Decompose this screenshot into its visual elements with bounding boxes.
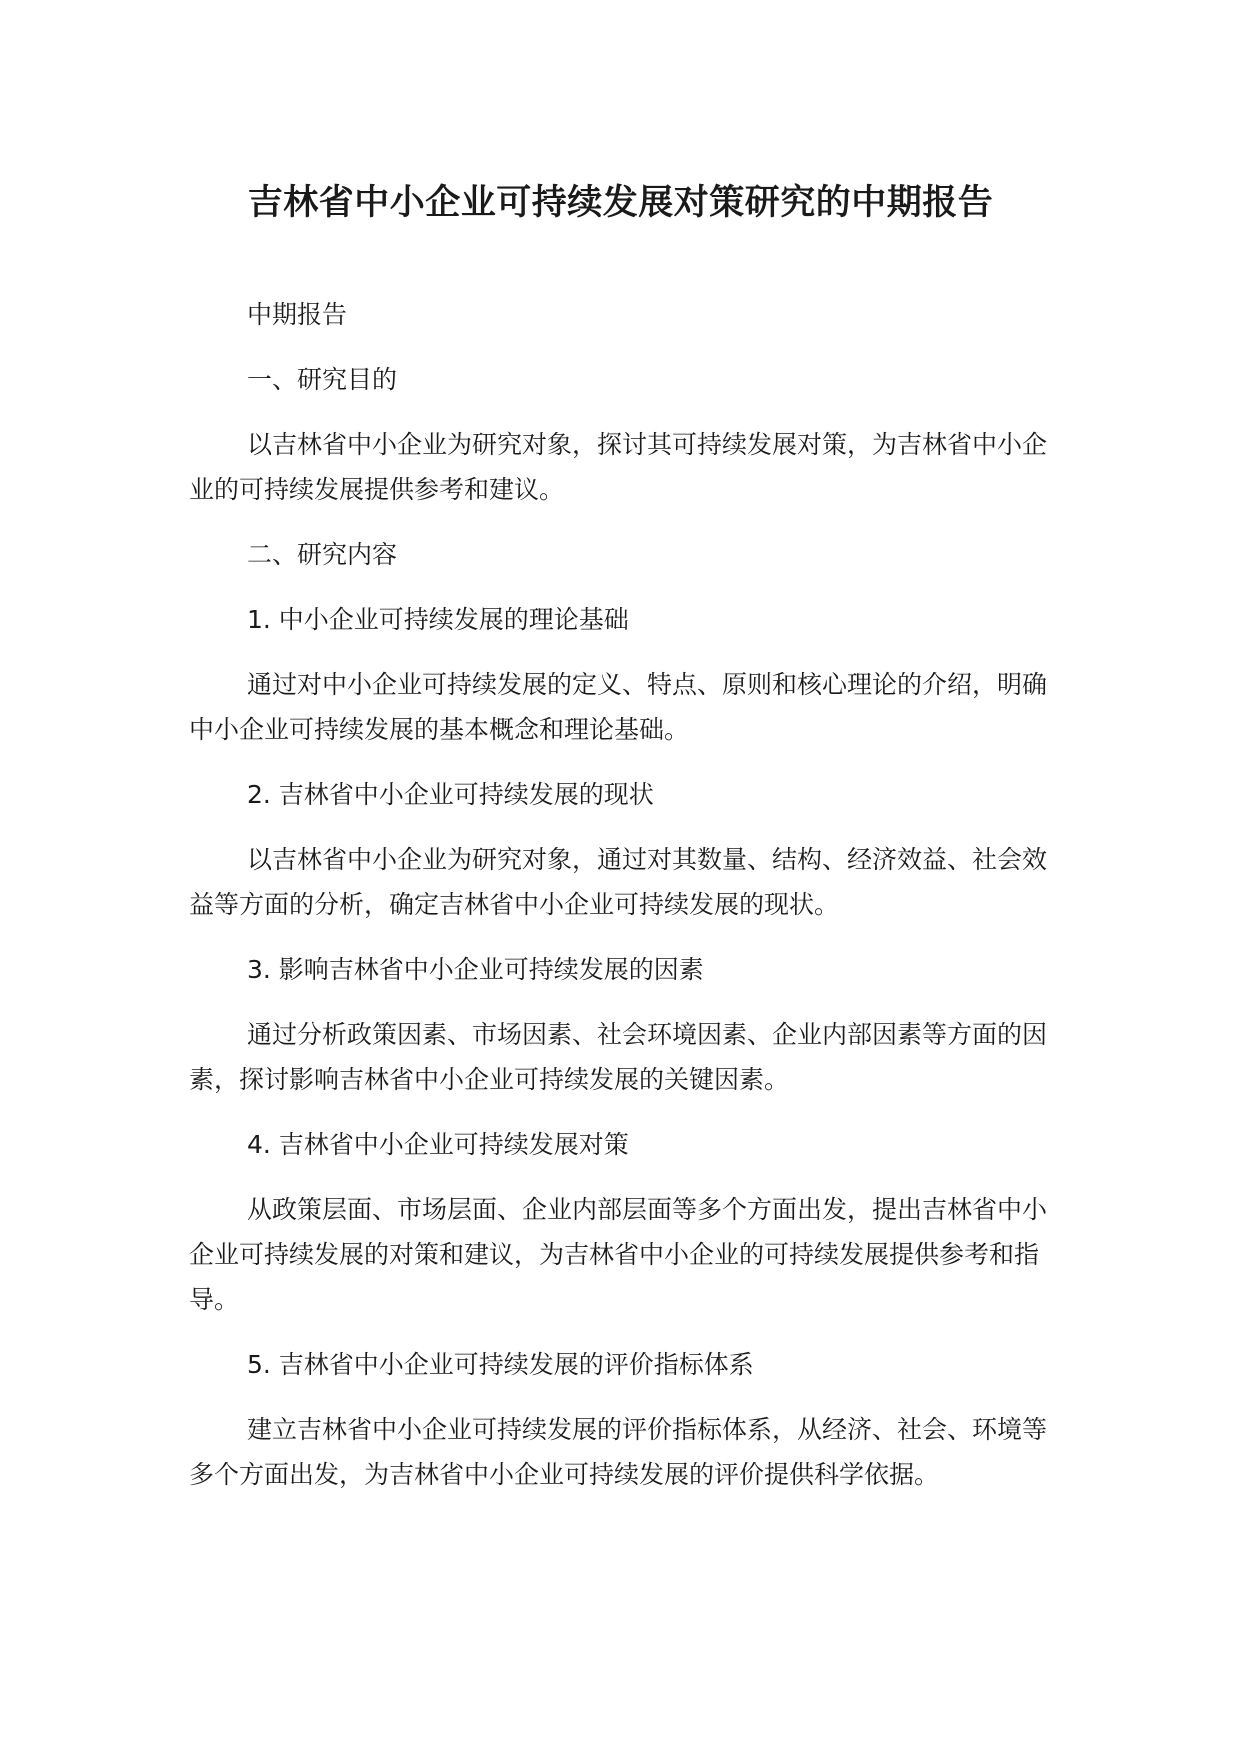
section-heading-purpose: 一、研究目的: [247, 365, 398, 394]
paragraph-purpose: 以吉林省中小企业为研究对象，探讨其可持续发展对策，为吉林省中小企业的可持续发展提供参考和建议。: [189, 430, 1048, 504]
section-label: 中期报告: [247, 300, 348, 329]
paragraph-1: 通过对中小企业可持续发展的定义、特点、原则和核心理论的介绍，明确中小企业可持续发展的基本概念和理论基础。: [189, 670, 1048, 744]
subheading-4: 4. 吉林省中小企业可持续发展对策: [247, 1130, 629, 1159]
subheading-1: 1. 中小企业可持续发展的理论基础: [247, 605, 629, 634]
paragraph-5: 建立吉林省中小企业可持续发展的评价指标体系，从经济、社会、环境等多个方面出发，为吉林省中小企业可持续发展的评价提供科学依据。: [189, 1415, 1048, 1489]
document-body: [189, 292, 1069, 1517]
document-title: 吉林省中小企业可持续发展对策研究的中期报告: [247, 183, 994, 223]
section-heading-content: 二、研究内容: [247, 540, 398, 569]
subheading-3: 3. 影响吉林省中小企业可持续发展的因素: [247, 955, 704, 984]
paragraph-4: 从政策层面、市场层面、企业内部层面等多个方面出发，提出吉林省中小企业可持续发展的对策和建议，为吉林省中小企业的可持续发展提供参考和指导。: [189, 1195, 1048, 1314]
paragraph-3: 通过分析政策因素、市场因素、社会环境因素、企业内部因素等方面的因素，探讨影响吉林省中小企业可持续发展的关键因素。: [189, 1020, 1048, 1094]
subheading-5: 5. 吉林省中小企业可持续发展的评价指标体系: [247, 1350, 754, 1379]
paragraph-2: 以吉林省中小企业为研究对象，通过对其数量、结构、经济效益、社会效益等方面的分析，确定吉林省中小企业可持续发展的现状。: [189, 845, 1048, 919]
subheading-2: 2. 吉林省中小企业可持续发展的现状: [247, 780, 654, 809]
